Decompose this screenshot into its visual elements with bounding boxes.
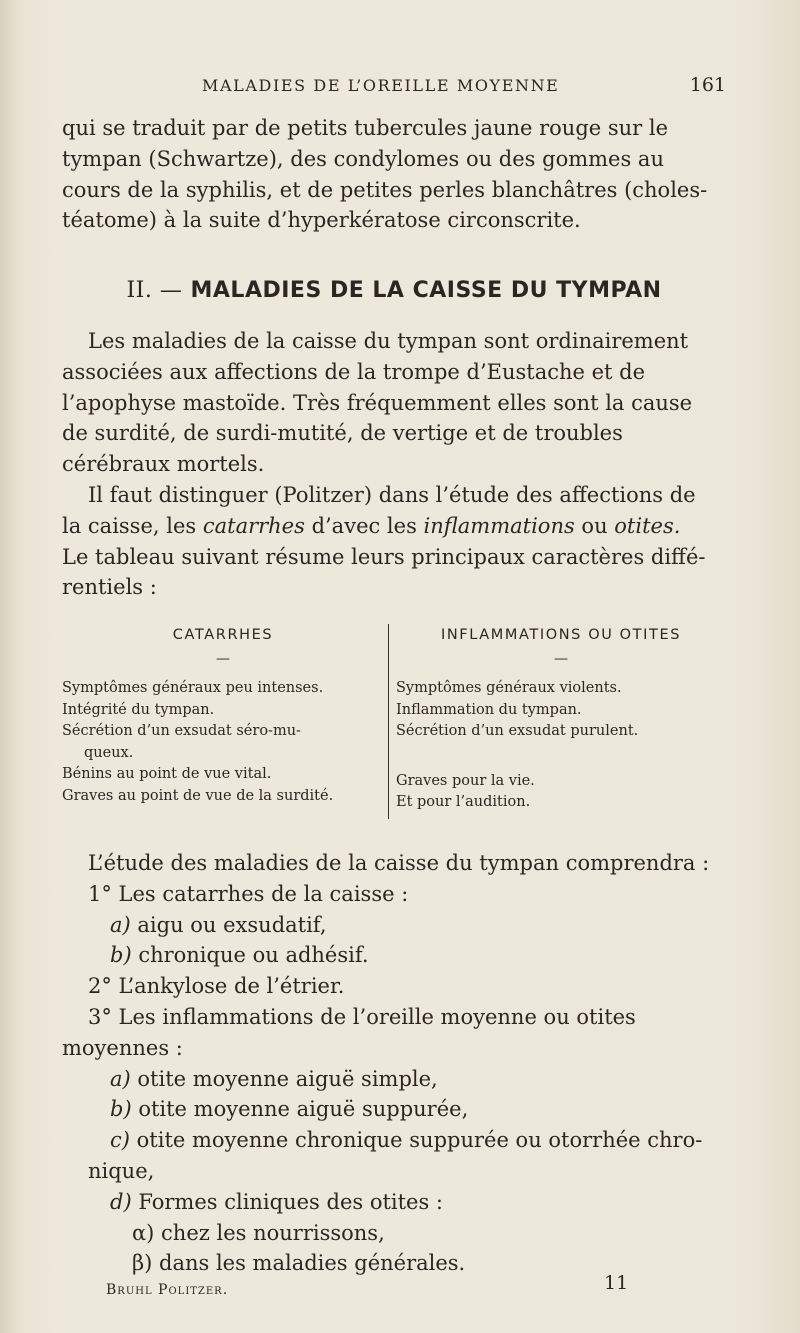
list-marker: a) xyxy=(110,912,131,937)
main-paragraphs xyxy=(62,326,726,603)
column-header: CATARRHES xyxy=(172,627,274,643)
page-number: 161 xyxy=(689,74,726,96)
list-item: 1° Les catarrhes de la caisse : xyxy=(88,881,409,906)
list-item-continuation: moyennes : xyxy=(62,1035,183,1060)
table-item: Et pour l’audition. xyxy=(396,794,531,810)
list-subitem xyxy=(62,1064,726,1095)
list-marker: c) xyxy=(110,1128,130,1153)
column-divider xyxy=(388,624,389,819)
table-item: Graves pour la vie. xyxy=(396,772,535,789)
list-item: 2° L’ankylose de l’étrier. xyxy=(88,974,345,999)
text-span: ou xyxy=(574,513,615,538)
text-line: l’apophyse mastoïde. Très fréquemment elles sont la cause xyxy=(62,390,693,415)
emphasis-inflammations: inflammations xyxy=(423,513,575,538)
separator-dash: — xyxy=(554,651,568,667)
list-subsubitem: β) dans les maladies générales. xyxy=(132,1251,466,1276)
list-subitem-text: Formes cliniques des otites : xyxy=(131,1189,444,1214)
text-line: rentiels : xyxy=(62,575,157,600)
text-span: la caisse, les xyxy=(62,513,203,538)
text-line: cérébraux mortels. xyxy=(62,452,265,477)
text-line: associées aux affections de la trompe d’Eustache et de xyxy=(62,359,646,384)
running-head: MALADIES DE L’OREILLE MOYENNE xyxy=(202,76,560,95)
emphasis-otites: otites. xyxy=(614,513,681,538)
intro-paragraph xyxy=(62,113,726,236)
outline-list xyxy=(62,848,726,1279)
text-line: de surdité, de surdi-mutité, de vertige et de troubles xyxy=(62,421,623,446)
footer-author: Bruhl Politzer. xyxy=(106,1282,229,1298)
list-subitem xyxy=(62,1187,726,1218)
list-subsubitem: α) chez les nourrissons, xyxy=(132,1220,385,1245)
page-header xyxy=(62,72,726,102)
text-line: qui se traduit par de petits tubercules jaune rouge sur le xyxy=(62,116,669,140)
column-header: INFLAMMATIONS OU OTITES xyxy=(440,627,682,643)
list-subitem xyxy=(62,940,726,971)
list-subitem xyxy=(62,1094,726,1125)
comparison-table xyxy=(62,624,726,819)
list-item: 3° Les inflammations de l’oreille moyenne ou otites xyxy=(88,1004,636,1029)
table-item: Sécrétion d’un exsudat séro-mu- xyxy=(62,723,301,739)
signature-mark: 11 xyxy=(604,1272,629,1294)
text-line: Le tableau suivant résume leurs principaux caractères diffé- xyxy=(62,544,706,569)
list-subitem-text: otite moyenne chronique suppurée ou otorrhée chro- xyxy=(129,1128,703,1153)
list-marker: d) xyxy=(110,1189,132,1214)
column-catarrhes xyxy=(62,624,384,819)
list-marker: b) xyxy=(110,943,132,968)
table-item: Sécrétion d’un exsudat purulent. xyxy=(396,723,639,739)
table-item: Graves au point de vue de la surdité. xyxy=(62,787,334,804)
column-inflammations xyxy=(396,624,726,819)
text-line: Il faut distinguer (Politzer) dans l’étude des affections de xyxy=(88,482,696,507)
list-subitem-text: otite moyenne aiguë suppurée, xyxy=(131,1097,469,1122)
text-line: cours de la syphilis, et de petites perles blanchâtres (choles- xyxy=(62,177,708,202)
separator-dash: — xyxy=(216,651,230,667)
list-intro: L’étude des maladies de la caisse du tympan comprendra : xyxy=(88,851,710,875)
list-marker: b) xyxy=(110,1097,132,1122)
section-number: II. — xyxy=(126,278,183,303)
table-item: Symptômes généraux violents. xyxy=(396,680,622,696)
table-item: Intégrité du tympan. xyxy=(62,701,215,718)
section-title: MALADIES DE LA CAISSE DU TYMPAN xyxy=(190,278,662,303)
list-subitem-text: aigu ou exsudatif, xyxy=(130,912,327,937)
list-marker: a) xyxy=(110,1066,131,1091)
text-line: téatome) à la suite d’hyperkératose circonscrite. xyxy=(62,208,581,233)
list-subitem-text: chronique ou adhésif. xyxy=(131,943,369,968)
table-item: Inflammation du tympan. xyxy=(396,701,582,718)
table-item: Bénins au point de vue vital. xyxy=(62,766,272,782)
section-heading xyxy=(62,278,726,303)
list-subitem xyxy=(62,1125,726,1156)
list-subitem-text: otite moyenne aiguë simple, xyxy=(130,1066,438,1091)
table-item: queux. xyxy=(84,744,134,761)
list-subitem-continuation: nique, xyxy=(88,1158,155,1183)
text-span: d’avec les xyxy=(304,513,424,538)
text-line xyxy=(62,511,726,542)
table-item: Symptômes généraux peu intenses. xyxy=(62,680,324,696)
emphasis-catarrhes: catarrhes xyxy=(202,513,305,538)
text-line: Les maladies de la caisse du tympan sont ordinairement xyxy=(88,329,689,353)
text-line: tympan (Schwartze), des condylomes ou des gommes au xyxy=(62,146,664,171)
list-subitem xyxy=(62,910,726,941)
